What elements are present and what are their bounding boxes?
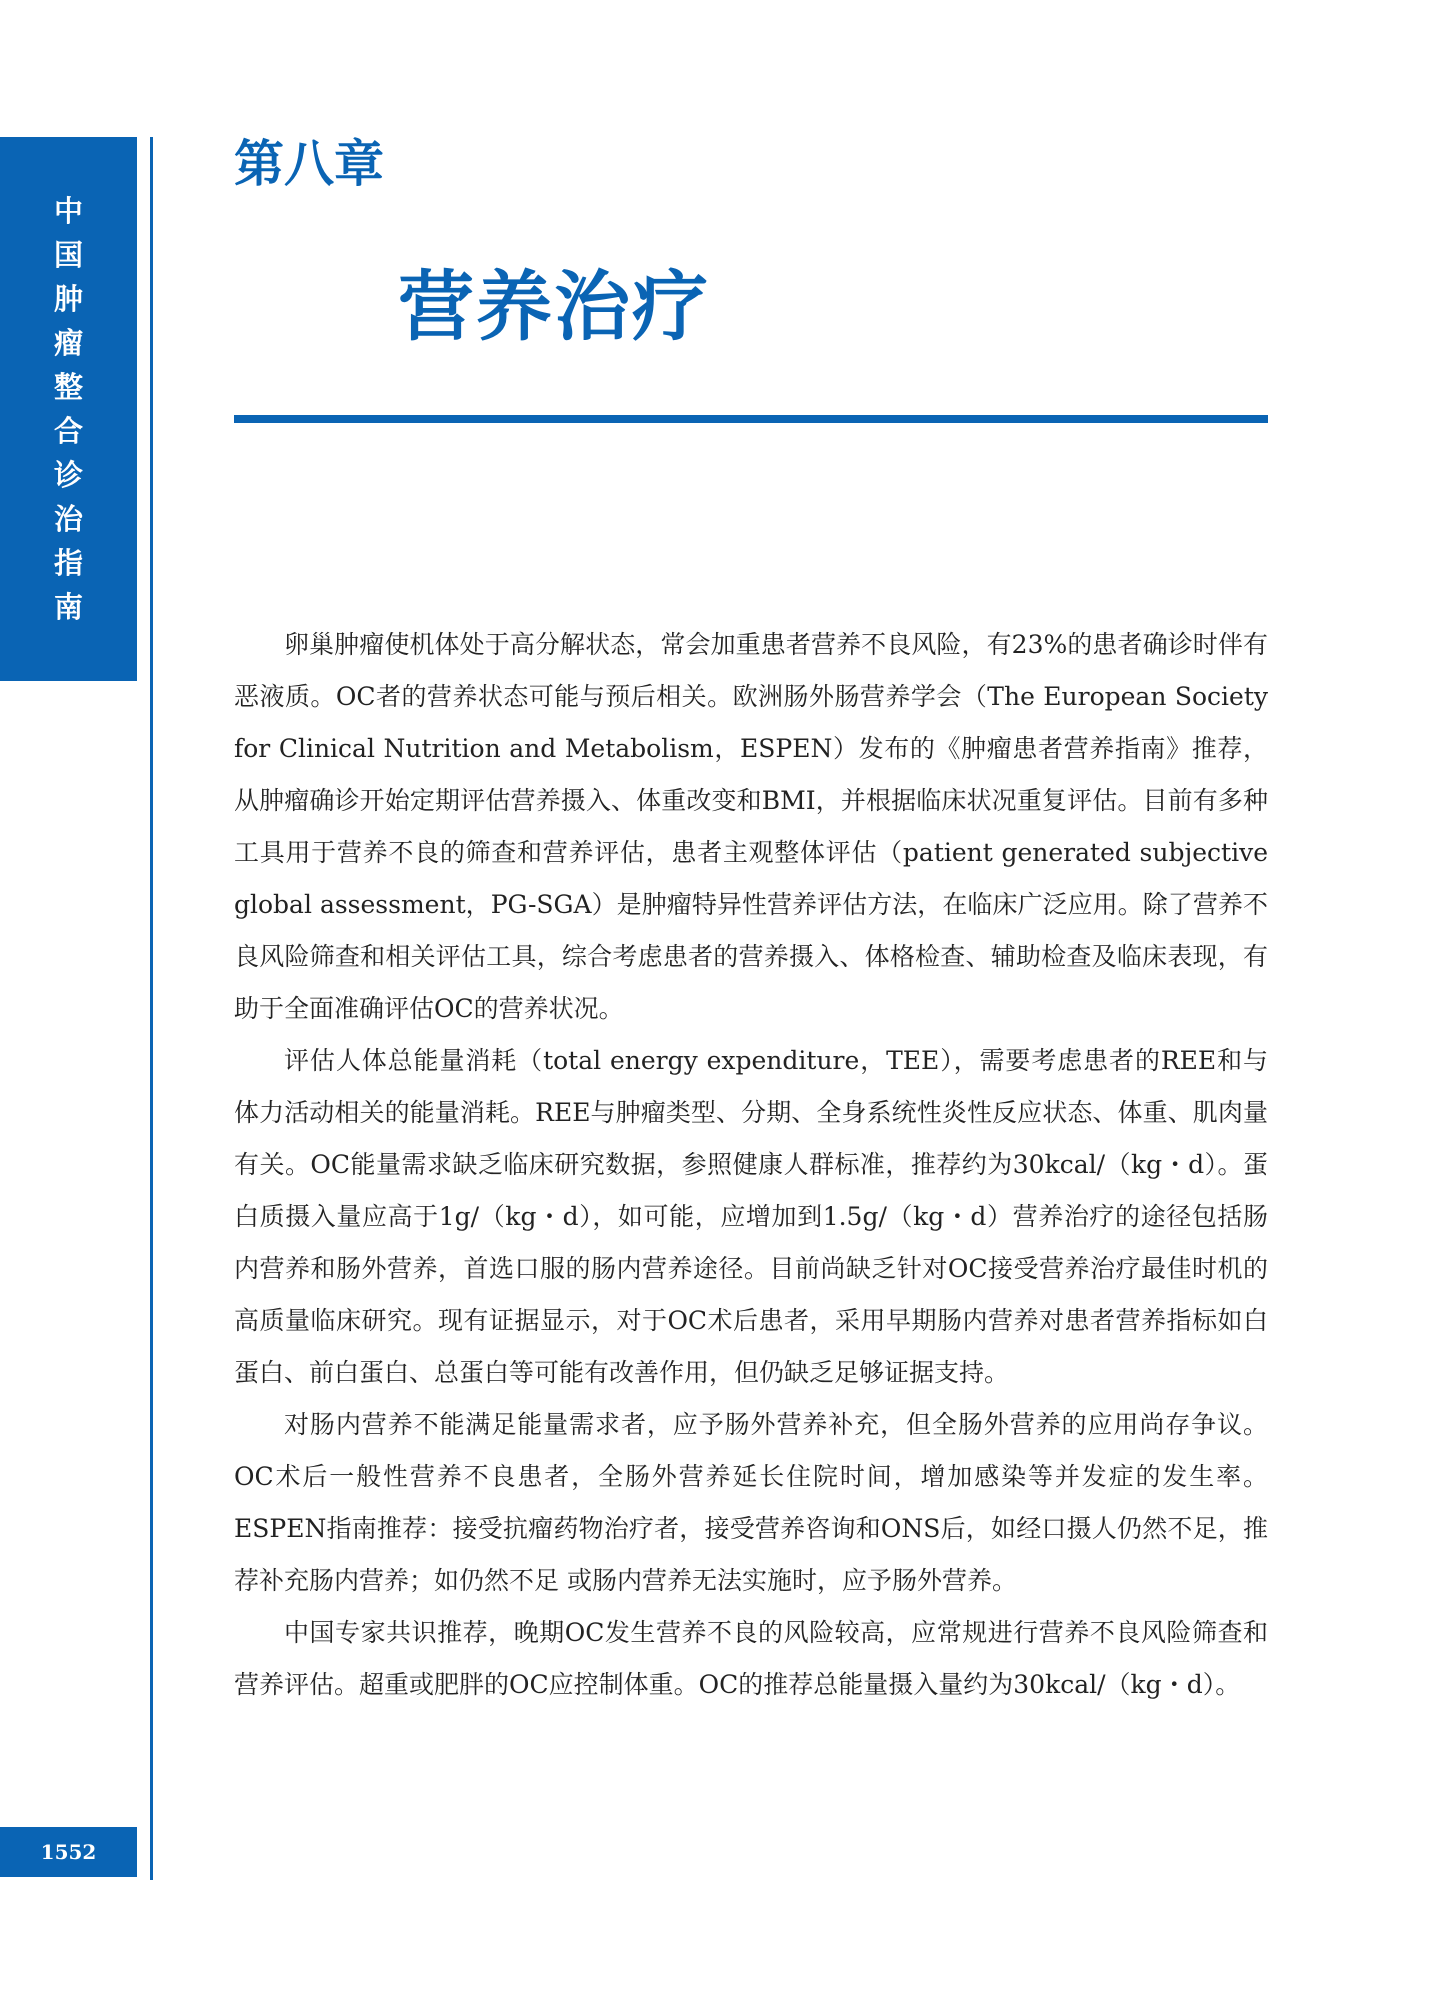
chapter-label: 第八章 xyxy=(234,135,384,193)
series-title-char: 整 xyxy=(53,370,83,404)
paragraph: 对肠内营养不能满足能量需求者，应予肠外营养补充，但全肠外营养的应用尚存争议。OC术后一般性营养不良患者，全肠外营养延长住院时间，增加感染等并发症的发生率。ESPEN指南推荐：接受抗瘤药物治疗者，接受营养咨询和ONS后，如经口摄人仍然不足，推荐补充肠内营养；如仍然不足 或肠内营养无法实施时，应予肠外营养。 xyxy=(234,1410,1268,1595)
series-title-char: 肿 xyxy=(53,282,83,316)
series-title-char: 中 xyxy=(53,194,83,228)
paragraph: 卵巢肿瘤使机体处于高分解状态，常会加重患者营养不良风险，有23%的患者确诊时伴有恶液质。OC者的营养状态可能与预后相关。欧洲肠外肠营养学会（The European Society for Clinical Nutrition and Metabolism，ESPEN）发布的《肿瘤患者营养指南》推荐，从肿瘤确诊开始定期评估营养摄入、体重改变和BMI，并根据临床状况重复评估。目前有多种工具用于营养不良的筛查和营养评估，患者主观整体评估（patient generated subjective global assessment，PG-SGA）是肿瘤特异性营养评估方法，在临床广泛应用。除了营养不良风险筛查和相关评估工具，综合考虑患者的营养摄入、体格检查、辅助检查及临床表现，有助于全面准确评估OC的营养状况。 xyxy=(234,630,1268,1023)
page-number: 1552 xyxy=(0,1827,137,1877)
series-title-tab xyxy=(0,137,137,681)
paragraph: 评估人体总能量消耗（total energy expenditure，TEE），需要考虑患者的REE和与体力活动相关的能量消耗。REE与肿瘤类型、分期、全身系统性炎性反应状态、体重、肌肉量有关。OC能量需求缺乏临床研究数据，参照健康人群标准，推荐约为30kcal/（kg・d）。蛋白质摄入量应高于1g/（kg・d），如可能，应增加到1.5g/（kg・d）营养治疗的途径包括肠内营养和肠外营养，首选口服的肠内营养途径。目前尚缺乏针对OC接受营养治疗最佳时机的高质量临床研究。现有证据显示，对于OC术后患者，采用早期肠内营养对患者营养指标如白蛋白、前白蛋白、总蛋白等可能有改善作用，但仍缺乏足够证据支持。 xyxy=(234,1046,1268,1387)
chapter-title: 营养治疗 xyxy=(398,262,710,351)
paragraph: 中国专家共识推荐，晚期OC发生营养不良的风险较高，应常规进行营养不良风险筛查和营养评估。超重或肥胖的OC应控制体重。OC的推荐总能量摄入量约为30kcal/（kg・d）。 xyxy=(234,1618,1268,1699)
series-title-char: 指 xyxy=(53,546,83,580)
series-title-char: 瘤 xyxy=(53,326,83,360)
series-title-char: 诊 xyxy=(53,458,83,492)
margin-divider xyxy=(150,137,153,1880)
body-text xyxy=(234,619,1268,1711)
series-title-char: 南 xyxy=(53,590,83,624)
title-rule xyxy=(234,415,1268,423)
series-title-char: 国 xyxy=(53,238,83,272)
series-title-char: 合 xyxy=(53,414,83,448)
series-title-char: 治 xyxy=(53,502,83,536)
